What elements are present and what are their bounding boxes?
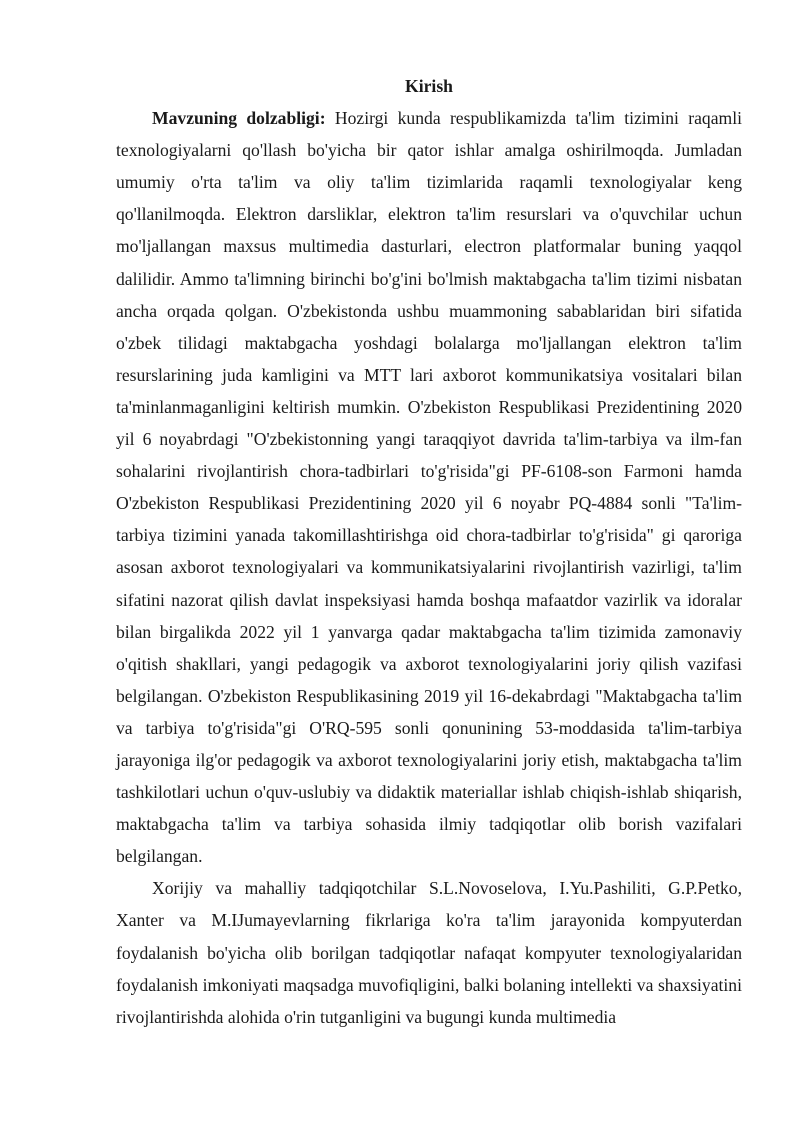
paragraph-relevance — [116, 102, 742, 872]
paragraph-text: Xorijiy va mahalliy tadqiqotchilar S.L.Novoselova, I.Yu.Pashiliti, G.P.Petko, Xanter va M.IJumayevlarning fikrlariga ko'ra ta'lim jarayonida kompyuterdan foydalanish bo'yicha olib borilgan tadqiqotlar nafaqat kompyuter texnologiyalaridan foydalanish imkoniyati maqsadga muvofiqligini, balki bolaning intellekti va shaxsiyatini rivojlantirishda alohida o'rin tutganligini va bugungi kunda multimedia — [116, 878, 742, 1027]
paragraph-text: Hozirgi kunda respublikamizda ta'lim tizimini raqamli texnologiyalarni qo'llash bo'yicha bir qator ishlar amalga oshirilmoqda. Jumladan umumiy o'rta ta'lim va oliy ta'lim tizimlarida raqamli texnologiyalar keng qo'llanilmoqda. Elektron darsliklar, elektron ta'lim resurslari va o'quvchilar uchun mo'ljallangan maxsus multimedia dasturlari, electron platformalar buning yaqqol dalilidir. Ammo ta'limning birinchi bo'g'ini bo'lmish maktabgacha ta'lim tizimi nisbatan ancha orqada qolgan. O'zbekistonda ushbu muammoning sabablaridan biri sifatida o'zbek tilidagi maktabgacha yoshdagi bolalarga mo'ljallangan elektron ta'lim resurslarining juda kamligini va MTT lari axborot kommunikatsiya vositalari bilan ta'minlanmaganligini keltirish mumkin. O'zbekiston Respublikasi Prezidentining 2020 yil 6 noyabrdagi "O'zbekistonning yangi taraqqiyot davrida ta'lim-tarbiya va ilm-fan sohalarini rivojlantirish chora-tadbirlari to'g'risida"gi PF-6108-son Farmoni hamda O'zbekiston Respublikasi Prezidentining 2020 yil 6 noyabr PQ-4884 sonli "Ta'lim-tarbiya tizimini yanada takomillashtirishga oid chora-tadbirlar to'g'risida" gi qaroriga asosan axborot texnologiyalari va kommunikatsiyalarini rivojlantirish vazirligi, ta'lim sifatini nazorat qilish davlat inspeksiyasi hamda boshqa mafaatdor vazirlik va idoralar bilan birgalikda 2022 yil 1 yanvarga qadar maktabgacha ta'lim tizimida zamonaviy o'qitish shakllari, yangi pedagogik va axborot texnologiyalarini joriy qilish vazifasi belgilangan. O'zbekiston Respublikasining 2019 yil 16-dekabrdagi "Maktabgacha ta'lim va tarbiya to'g'risida"gi O'RQ-595 sonli qonunining 53-moddasida ta'lim-tarbiya jarayoniga ilg'or pedagogik va axborot texnologiyalarini joriy etish, maktabgacha ta'lim tashkilotlari uchun o'quv-uslubiy va didaktik materiallar ishlab chiqish-ishlab shiqarish, maktabgacha ta'lim va tarbiya sohasida ilmiy tadqiqotlar olib borish vazifalari belgilangan. — [116, 108, 742, 867]
page-title: Kirish — [405, 76, 453, 96]
paragraph-lead: Mavzuning dolzabligi: — [152, 108, 326, 129]
document-body — [116, 70, 742, 1033]
paragraph-researchers — [116, 872, 742, 1032]
